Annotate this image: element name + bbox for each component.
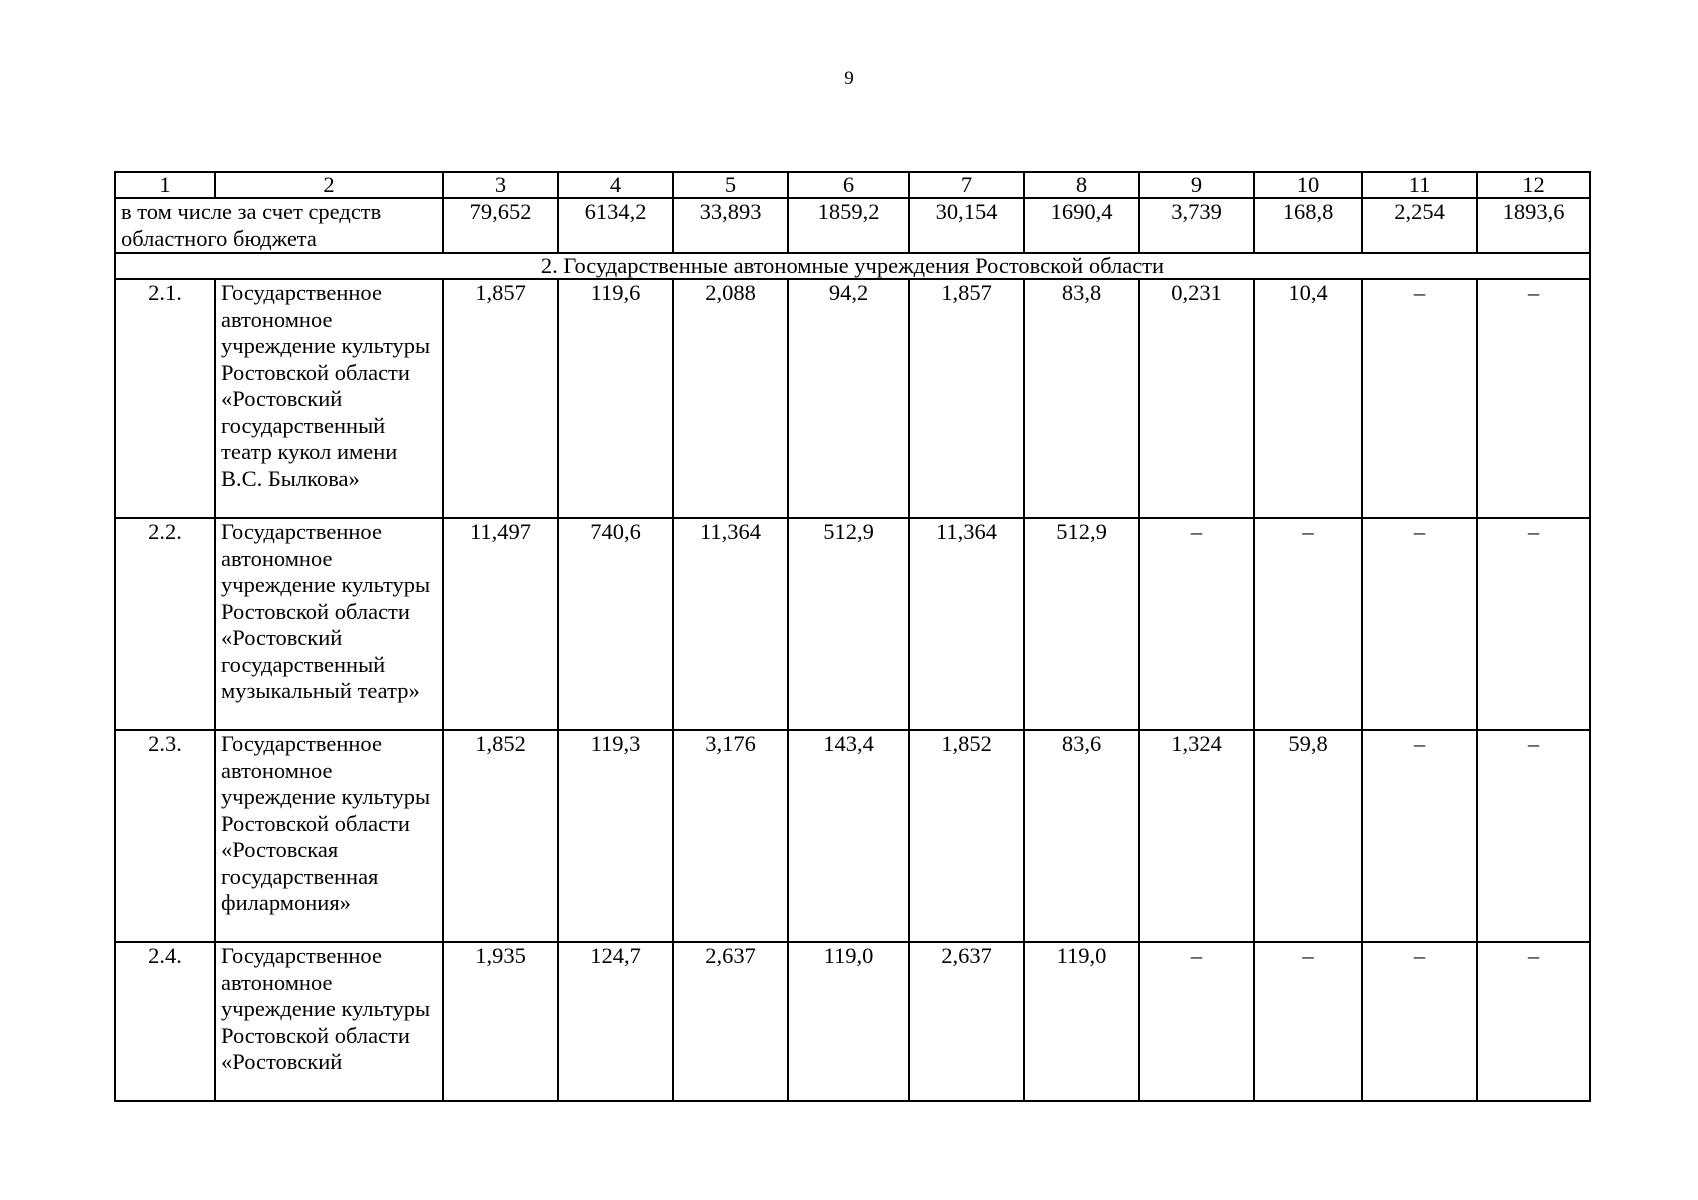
value-cell: 168,8 — [1254, 198, 1362, 253]
value-cell: 740,6 — [558, 518, 673, 730]
value-cell: 3,739 — [1139, 198, 1254, 253]
value-cell: 512,9 — [788, 518, 909, 730]
header-cell: 11 — [1362, 172, 1477, 198]
value-cell: 33,893 — [673, 198, 788, 253]
value-cell: – — [1362, 518, 1477, 730]
value-cell: – — [1477, 730, 1590, 942]
value-cell: 124,7 — [558, 942, 673, 1101]
value-cell: 11,497 — [443, 518, 558, 730]
value-cell: 2,637 — [909, 942, 1024, 1101]
value-cell: – — [1139, 942, 1254, 1101]
value-cell: 1,857 — [909, 279, 1024, 518]
value-cell: 3,176 — [673, 730, 788, 942]
value-cell: 79,652 — [443, 198, 558, 253]
value-cell: 83,8 — [1024, 279, 1139, 518]
header-row — [115, 172, 1590, 198]
section-title: 2. Государственные автономные учреждения Ростовской области — [115, 253, 1590, 279]
header-cell: 12 — [1477, 172, 1590, 198]
header-cell: 5 — [673, 172, 788, 198]
value-cell: 1893,6 — [1477, 198, 1590, 253]
table-row — [115, 730, 1590, 942]
header-cell: 9 — [1139, 172, 1254, 198]
header-cell: 7 — [909, 172, 1024, 198]
value-cell: 6134,2 — [558, 198, 673, 253]
value-cell: – — [1254, 518, 1362, 730]
value-cell: 119,3 — [558, 730, 673, 942]
value-cell: 2,088 — [673, 279, 788, 518]
table-row — [115, 279, 1590, 518]
data-table — [114, 171, 1591, 1102]
institution-name: Государственное автономное учреждение культуры Ростовской области «Ростовская государственная филармония» — [215, 730, 443, 942]
header-cell: 1 — [115, 172, 215, 198]
value-cell: 0,231 — [1139, 279, 1254, 518]
header-cell: 8 — [1024, 172, 1139, 198]
header-cell: 2 — [215, 172, 443, 198]
value-cell: 1,935 — [443, 942, 558, 1101]
row-number: 2.4. — [115, 942, 215, 1101]
table-row — [115, 518, 1590, 730]
value-cell: 512,9 — [1024, 518, 1139, 730]
header-cell: 4 — [558, 172, 673, 198]
value-cell: 59,8 — [1254, 730, 1362, 942]
value-cell: 143,4 — [788, 730, 909, 942]
row-number: 2.3. — [115, 730, 215, 942]
value-cell: – — [1362, 942, 1477, 1101]
row-number: 2.1. — [115, 279, 215, 518]
value-cell: – — [1477, 518, 1590, 730]
value-cell: 11,364 — [673, 518, 788, 730]
institution-name: Государственное автономное учреждение культуры Ростовской области «Ростовский государственный театр кукол имени В.С. Былкова» — [215, 279, 443, 518]
value-cell: 83,6 — [1024, 730, 1139, 942]
value-cell: – — [1477, 942, 1590, 1101]
budget-row — [115, 198, 1590, 253]
value-cell: 10,4 — [1254, 279, 1362, 518]
value-cell: – — [1362, 279, 1477, 518]
value-cell: 94,2 — [788, 279, 909, 518]
value-cell: 1,852 — [909, 730, 1024, 942]
value-cell: 1,857 — [443, 279, 558, 518]
institution-name: Государственное автономное учреждение культуры Ростовской области «Ростовский государственный музыкальный театр» — [215, 518, 443, 730]
table-row — [115, 942, 1590, 1101]
value-cell: 119,0 — [1024, 942, 1139, 1101]
value-cell: – — [1362, 730, 1477, 942]
value-cell: – — [1477, 279, 1590, 518]
value-cell: 1690,4 — [1024, 198, 1139, 253]
value-cell: – — [1254, 942, 1362, 1101]
header-cell: 10 — [1254, 172, 1362, 198]
header-cell: 6 — [788, 172, 909, 198]
row-number: 2.2. — [115, 518, 215, 730]
value-cell: 1,324 — [1139, 730, 1254, 942]
institution-name: Государственное автономное учреждение культуры Ростовской области «Ростовский — [215, 942, 443, 1101]
header-cell: 3 — [443, 172, 558, 198]
section-row — [115, 253, 1590, 279]
value-cell: 30,154 — [909, 198, 1024, 253]
value-cell: 119,0 — [788, 942, 909, 1101]
value-cell: – — [1139, 518, 1254, 730]
value-cell: 1,852 — [443, 730, 558, 942]
value-cell: 2,254 — [1362, 198, 1477, 253]
value-cell: 1859,2 — [788, 198, 909, 253]
value-cell: 119,6 — [558, 279, 673, 518]
value-cell: 11,364 — [909, 518, 1024, 730]
budget-label: в том числе за счет средств областного бюджета — [115, 198, 443, 253]
value-cell: 2,637 — [673, 942, 788, 1101]
page-number: 9 — [844, 68, 854, 89]
